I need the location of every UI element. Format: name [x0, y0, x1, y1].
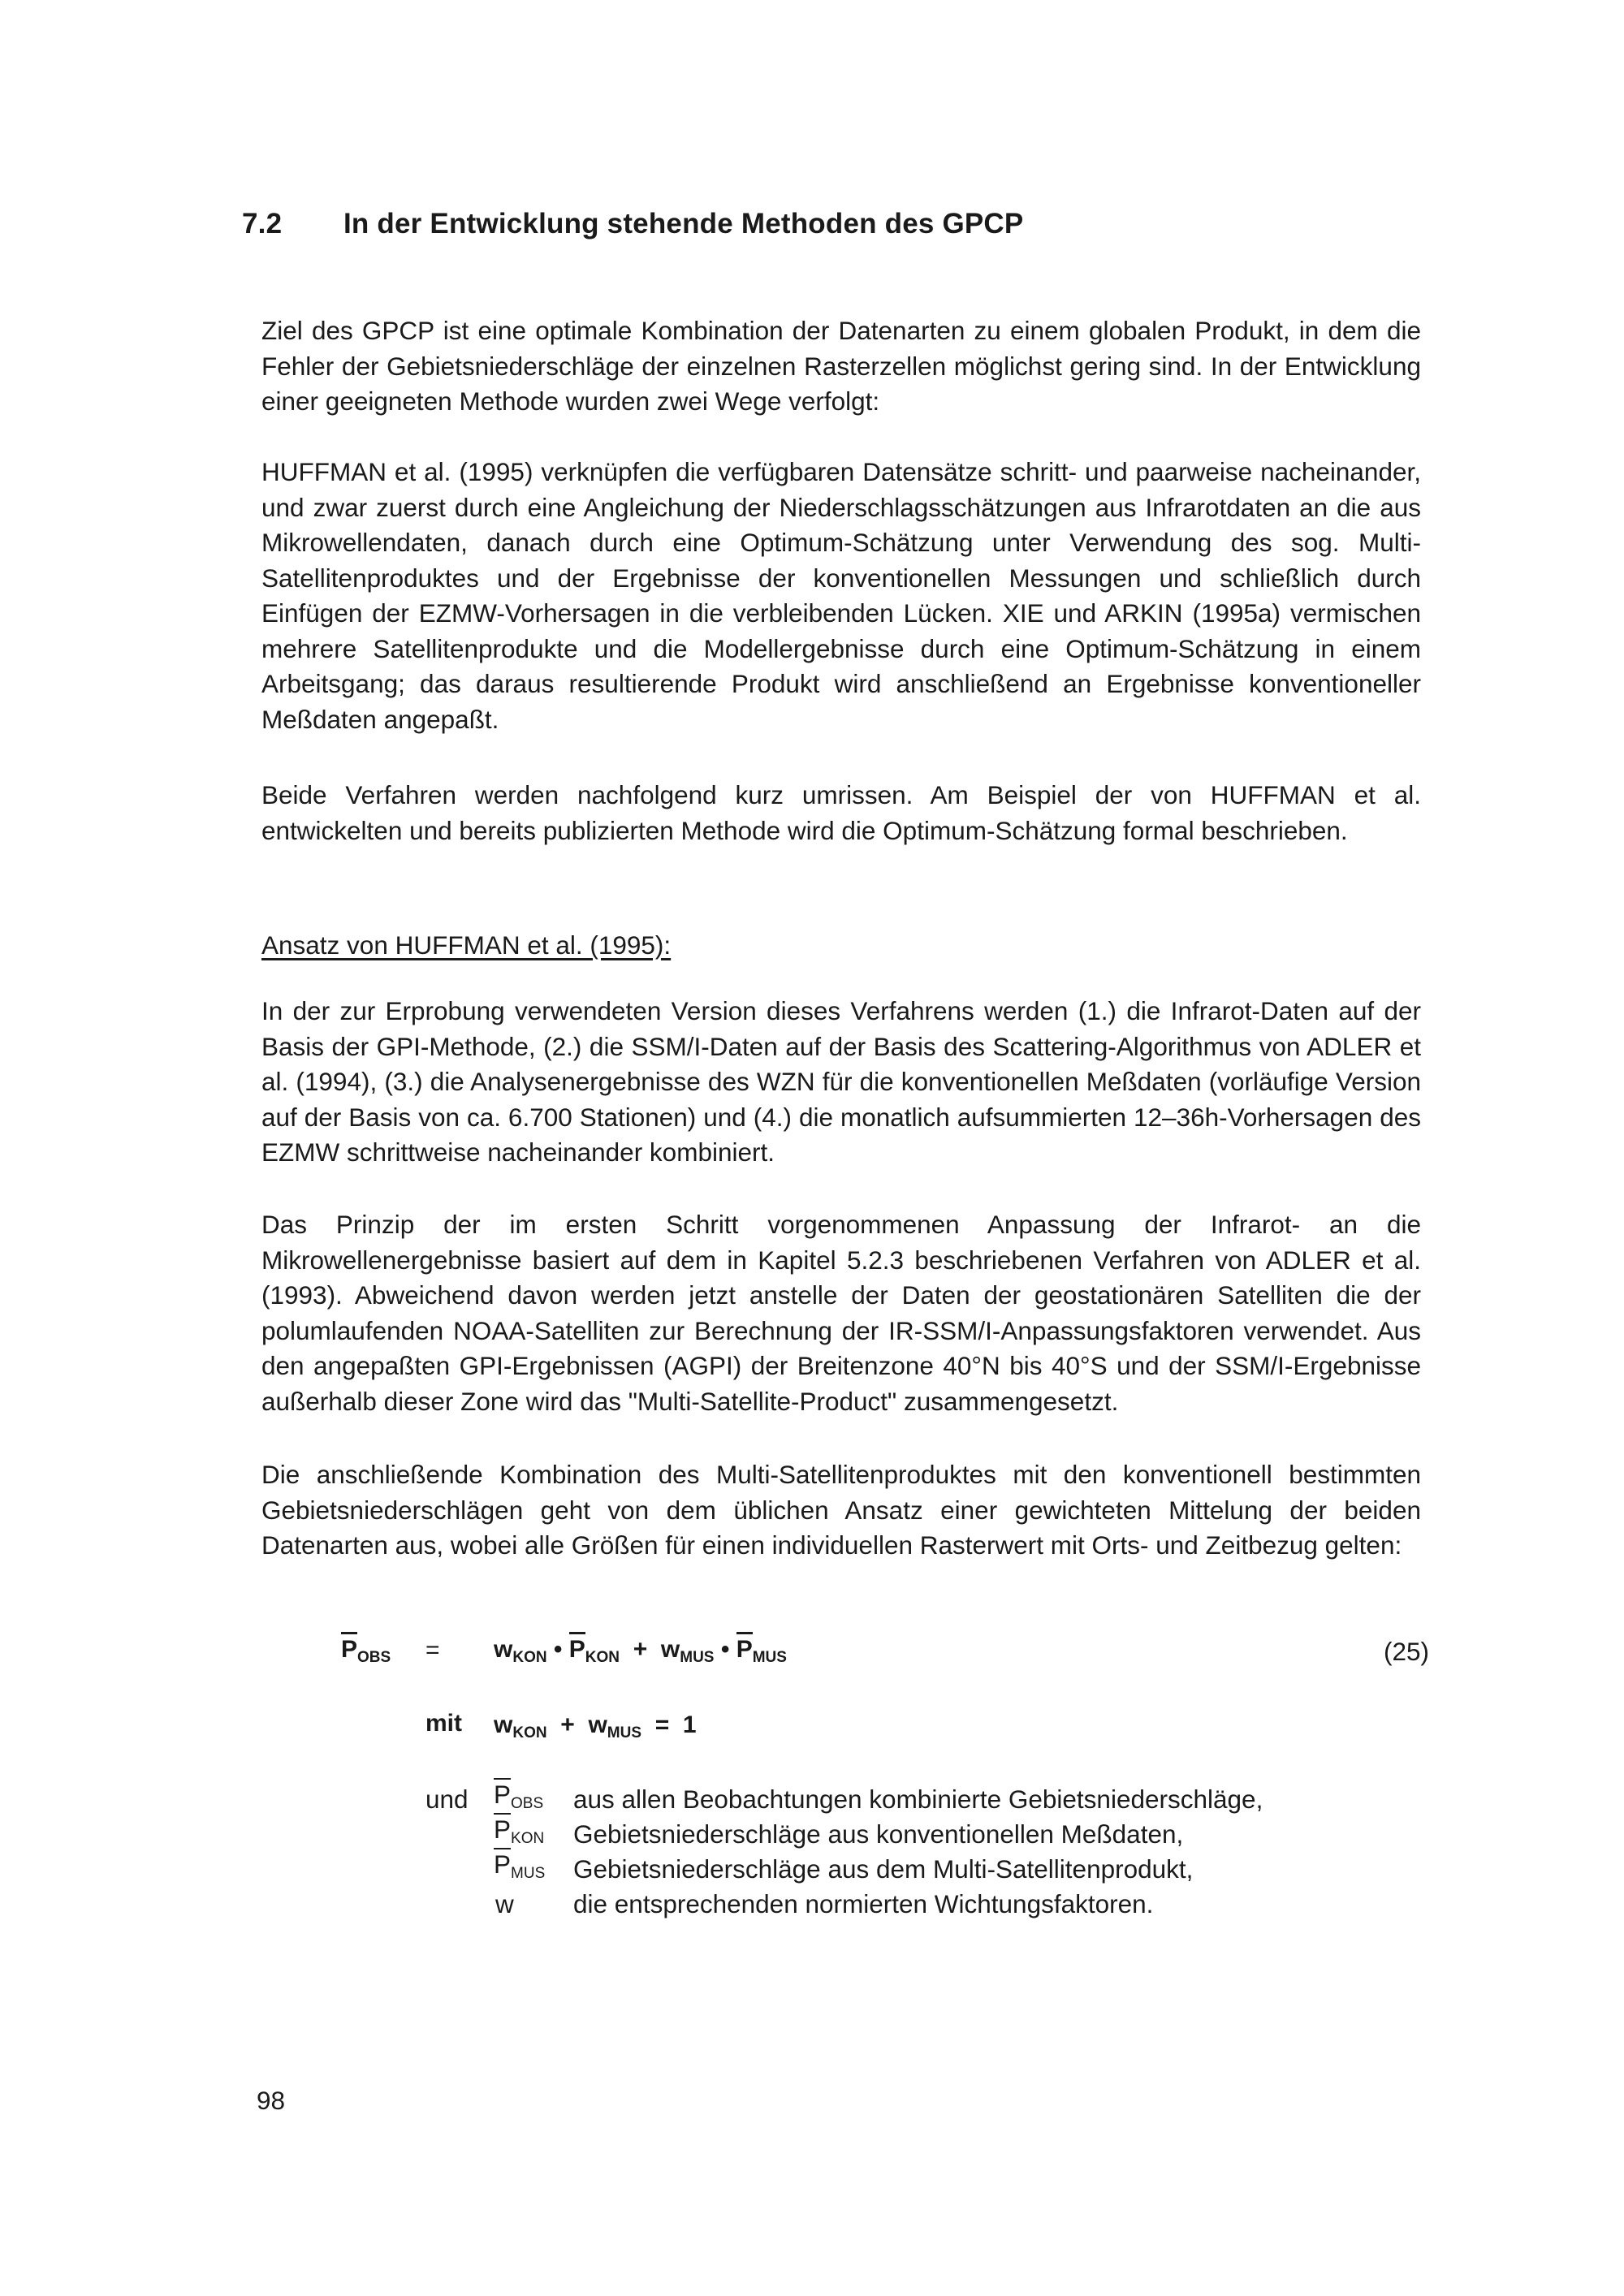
legend-symbol-w: w: [495, 1889, 514, 1918]
eq-sub-mus-p: MUS: [752, 1649, 787, 1666]
eq-c-one: 1: [682, 1711, 697, 1738]
subheading-huffman: Ansatz von HUFFMAN et al. (1995):: [261, 930, 672, 960]
eq-sub-kon-w: KON: [512, 1649, 547, 1666]
legend-p-kon-letter: P: [494, 1815, 512, 1844]
eq-c-equals: =: [654, 1711, 670, 1738]
eq-c-w-mus: w: [588, 1711, 607, 1738]
eq-p-mus-symbol: P: [736, 1632, 753, 1662]
section-heading: [242, 208, 1023, 240]
eq-dot-1: •: [553, 1636, 563, 1663]
legend-symbol-p-mus: [494, 1848, 545, 1883]
eq-equals: =: [425, 1637, 440, 1664]
eq-constraint: [494, 1711, 697, 1742]
section-number: 7.2: [242, 208, 283, 240]
eq-c-sub-kon: KON: [512, 1724, 547, 1741]
eq-sub-kon-p: KON: [585, 1649, 620, 1666]
eq-plus-1: +: [633, 1636, 648, 1663]
paragraph-2: HUFFMAN et al. (1995) verknüpfen die verfügbaren Datensätze schritt- und paarweise nacheinander, und zwar zuerst durch eine Angleichung der Niederschlagsschätzungen aus Infrarotdaten an die aus Mikrowellendaten, danach durch eine Optimum-Schätzung unter Verwendung des sog. Multi-Satellitenproduktes und der Ergebnisse der konventionellen Messungen und schließlich durch Einfügen der EZMW-Vorhersagen in die verbleibenden Lücken. XIE und ARKIN (1995a) vermischen mehrere Satellitenprodukte und die Modellergebnisse durch eine Optimum-Schätzung in einem Arbeitsgang; das daraus resultierende Produkt wird anschließend an Ergebnisse konventioneller Meßdaten angepaßt.: [261, 457, 1421, 734]
legend-symbol-p-kon: [494, 1813, 544, 1848]
paragraph-1: Ziel des GPCP ist eine optimale Kombination der Datenarten zu einem globalen Produkt, in dem die Fehler der Gebietsniederschläge der einzelnen Rasterzellen möglichst gering sind. In der Entwicklung einer geeigneten Methode wurden zwei Wege verfolgt:: [261, 316, 1421, 416]
eq-p-kon-symbol: P: [569, 1632, 585, 1662]
eq-lhs: [341, 1632, 391, 1667]
eq-p-obs-symbol: P: [341, 1632, 357, 1662]
eq-sub-obs: OBS: [357, 1649, 391, 1666]
page-number: 98: [257, 2086, 286, 2115]
eq-dot-2: •: [720, 1636, 730, 1663]
eq-rhs: [494, 1632, 787, 1667]
eq-c-sub-mus: MUS: [607, 1724, 642, 1741]
legend-text-w: die entsprechenden normierten Wichtungsfaktoren.: [573, 1889, 1154, 1918]
eq-c-plus: +: [560, 1711, 575, 1738]
eq-w-mus-symbol: w: [660, 1636, 680, 1663]
section-title: In der Entwicklung stehende Methoden des GPCP: [343, 208, 1024, 240]
legend-symbol-p-obs: [494, 1778, 543, 1813]
legend-sub-kon: KON: [511, 1830, 545, 1847]
eq-w-kon-symbol: w: [494, 1636, 513, 1663]
paragraph-5: Das Prinzip der im ersten Schritt vorgenommenen Anpassung der Infrarot- an die Mikrowellenergebnisse basiert auf dem in Kapitel 5.2.3 beschriebenen Verfahren von ADLER et al. (1993). Abweichend davon werden jetzt anstelle der Daten der geostationären Satelliten die der polumlaufenden NOAA-Satelliten zur Berechnung der IR-SSM/I-Anpassungsfaktoren verwendet. Aus den angepaßten GPI-Ergebnissen (AGPI) der Breitenzone 40°N bis 40°S und der SSM/I-Ergebnisse außerhalb dieser Zone wird das "Multi-Satellite-Product" zusammengesetzt.: [261, 1210, 1421, 1416]
paragraph-4: In der zur Erprobung verwendeten Version dieses Verfahrens werden (1.) die Infrarot-Daten auf der Basis der GPI-Methode, (2.) die SSM/I-Daten auf der Basis des Scattering-Algorithmus von ADLER et al. (1994), (3.) die Analysenergebnisse des WZN für die konventionellen Meßdaten (vorläufige Version auf der Basis von ca. 6.700 Stationen) und (4.) die monatlich aufsummierten 12–36h-Vorhersagen des EZMW schrittweise nacheinander kombiniert.: [261, 996, 1421, 1167]
paragraph-3: Beide Verfahren werden nachfolgend kurz umrissen. Am Beispiel der von HUFFMAN et al. entwickelten und bereits publizierten Methode wird die Optimum-Schätzung formal beschrieben.: [261, 780, 1421, 845]
paragraph-6: Die anschließende Kombination des Multi-Satellitenproduktes mit den konventionell bestimmten Gebietsniederschlägen geht von dem üblichen Ansatz einer gewichteten Mittelung der beiden Datenarten aus, wobei alle Größen für einen individuellen Rasterwert mit Orts- und Zeitbezug gelten:: [261, 1460, 1421, 1560]
legend-text-mus: Gebietsniederschläge aus dem Multi-Satellitenprodukt,: [573, 1854, 1194, 1884]
equation-number: (25): [1384, 1637, 1430, 1666]
eq-mit-label: mit: [425, 1710, 462, 1737]
eq-c-w-kon: w: [494, 1711, 513, 1738]
legend-p-mus-letter: P: [494, 1849, 512, 1879]
eq-sub-mus-w: MUS: [680, 1649, 715, 1666]
legend-p-obs-letter: P: [494, 1780, 512, 1809]
legend-text-kon: Gebietsniederschläge aus konventionellen Meßdaten,: [573, 1819, 1184, 1849]
legend-und-label: und: [425, 1785, 469, 1814]
legend-sub-mus: MUS: [511, 1865, 546, 1882]
legend-text-obs: aus allen Beobachtungen kombinierte Gebietsniederschläge,: [573, 1785, 1263, 1814]
legend-sub-obs: OBS: [511, 1795, 544, 1812]
